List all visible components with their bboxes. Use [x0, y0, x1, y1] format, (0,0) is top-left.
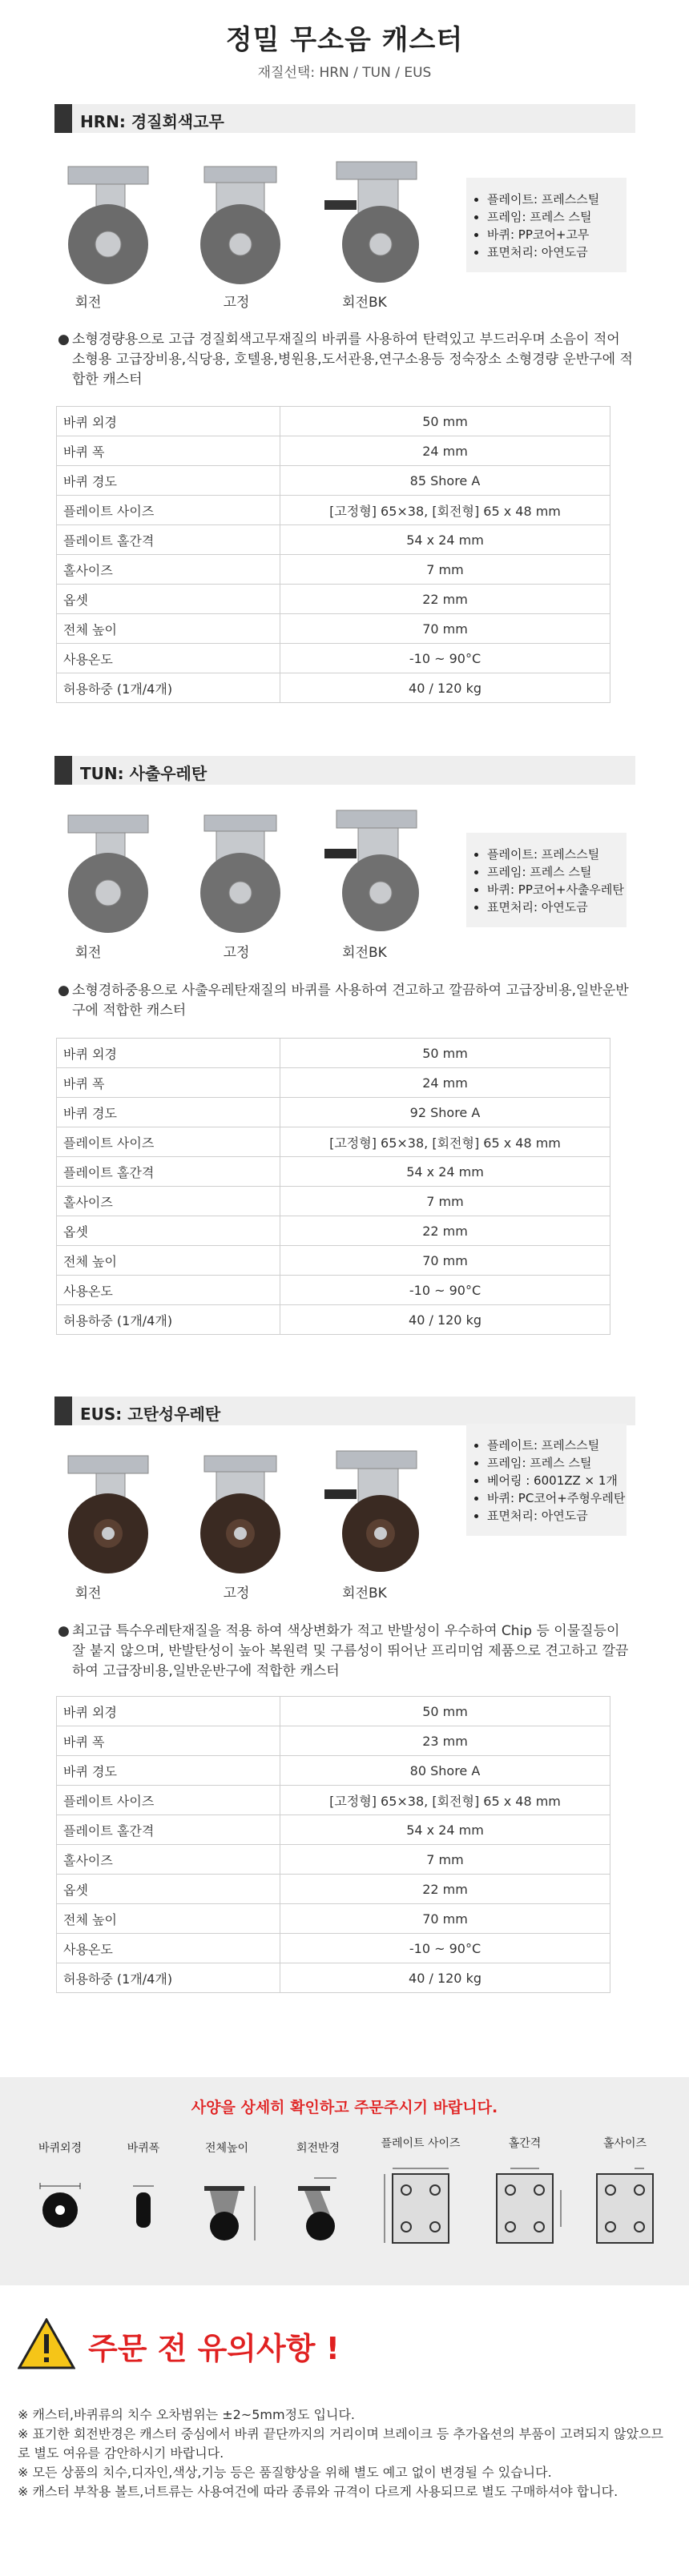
spec-value: 50 mm — [280, 407, 610, 436]
spec-key: 전체 높이 — [57, 1904, 280, 1934]
product-label-swivel: 회전 — [75, 295, 102, 311]
table-row — [57, 1756, 610, 1786]
bullet-icon: ● — [58, 332, 70, 348]
spec-value: 7 mm — [280, 1845, 610, 1875]
table-row — [57, 1246, 610, 1276]
section-marker — [54, 756, 72, 785]
spec-value: [고정형] 65×38, [회전형] 65 x 48 mm — [280, 496, 610, 525]
product-image-eus-rigid — [180, 1441, 300, 1581]
spec-value: 7 mm — [280, 1187, 610, 1216]
table-row — [57, 1786, 610, 1815]
dim-label-hole-size: 홀사이즈 — [602, 2137, 647, 2150]
dim-label-swivel-radius: 회전반경 — [296, 2142, 340, 2155]
section-title-hrn: HRN: 경질회색고무 — [80, 112, 224, 131]
table-row — [57, 1157, 610, 1187]
spec-value: -10 ~ 90°C — [280, 644, 610, 673]
swivel-radius-diagram — [298, 2178, 336, 2240]
spec-value: 40 / 120 kg — [280, 673, 610, 703]
section-header-tun — [54, 756, 635, 785]
note-item: ※ 캐스터 부착용 볼트,너트류는 사용여건에 따라 종류와 규격이 다르게 사용되므로 별도 구매하셔야 합니다. — [18, 2484, 618, 2499]
product-image-hrn-swivel-brake — [316, 152, 437, 292]
spec-key: 바퀴 경도 — [57, 1756, 280, 1786]
product-image-tun-swivel — [48, 801, 168, 941]
spec-item: • 프레임: 프레스 스틸 — [487, 863, 627, 881]
spec-value: 40 / 120 kg — [280, 1305, 610, 1335]
table-row — [57, 1934, 610, 1963]
spec-item: • 표면처리: 아연도금 — [487, 1507, 627, 1525]
section-title-tun: TUN: 사출우레탄 — [80, 764, 208, 783]
spec-item: • 프레임: 프레스 스틸 — [487, 208, 627, 226]
page-subtitle: 재질선택: HRN / TUN / EUS — [257, 65, 432, 81]
table-row — [57, 585, 610, 614]
warning-icon — [18, 2318, 75, 2369]
spec-value: 70 mm — [280, 614, 610, 644]
spec-key: 바퀴 외경 — [57, 407, 280, 436]
product-image-hrn-rigid — [180, 152, 300, 292]
table-row — [57, 1068, 610, 1098]
spec-value: 40 / 120 kg — [280, 1963, 610, 1993]
spec-value: 54 x 24 mm — [280, 525, 610, 555]
spec-key: 옵셋 — [57, 585, 280, 614]
spec-key: 허용하중 (1개/4개) — [57, 673, 280, 703]
spec-value: 54 x 24 mm — [280, 1815, 610, 1845]
dimension-notice: 사양을 상세히 확인하고 주문주시기 바랍니다. — [191, 2099, 498, 2116]
spec-value: 22 mm — [280, 1875, 610, 1904]
table-row — [57, 496, 610, 525]
section-marker — [54, 1397, 72, 1425]
spec-table-hrn — [56, 406, 610, 703]
spec-key: 허용하중 (1개/4개) — [57, 1963, 280, 1993]
spec-value: 70 mm — [280, 1904, 610, 1934]
dim-label-total-height: 전체높이 — [204, 2142, 249, 2155]
spec-key: 홀사이즈 — [57, 1187, 280, 1216]
spec-key: 바퀴 외경 — [57, 1039, 280, 1068]
spec-value: 54 x 24 mm — [280, 1157, 610, 1187]
table-row — [57, 555, 610, 585]
spec-item: • 바퀴: PC코어+주형우레탄 — [487, 1489, 627, 1507]
spec-value: 24 mm — [280, 1068, 610, 1098]
spec-value: 80 Shore A — [280, 1756, 610, 1786]
table-row — [57, 1305, 610, 1335]
section-header-eus — [54, 1397, 635, 1425]
spec-key: 플레이트 홀간격 — [57, 1157, 280, 1187]
spec-key: 홀사이즈 — [57, 1845, 280, 1875]
spec-key: 사용온도 — [57, 1934, 280, 1963]
table-row — [57, 1875, 610, 1904]
spec-item: • 표면처리: 아연도금 — [487, 243, 627, 261]
plate-size-diagram — [385, 2168, 449, 2243]
spec-key: 플레이트 홀간격 — [57, 1815, 280, 1845]
spec-value: 92 Shore A — [280, 1098, 610, 1127]
dim-label-plate-size: 플레이트 사이즈 — [381, 2137, 461, 2150]
page-title: 정밀 무소음 캐스터 — [225, 24, 464, 56]
spec-key: 허용하중 (1개/4개) — [57, 1305, 280, 1335]
spec-value: -10 ~ 90°C — [280, 1276, 610, 1305]
section-marker — [54, 104, 72, 133]
product-image-hrn-swivel — [48, 152, 168, 292]
spec-key: 바퀴 경도 — [57, 1098, 280, 1127]
spec-key: 플레이트 사이즈 — [57, 1127, 280, 1157]
table-row — [57, 1697, 610, 1726]
hole-spacing-diagram — [497, 2168, 561, 2243]
spec-item: • 플레이트: 프레스스틸 — [487, 846, 627, 863]
spec-key: 옵셋 — [57, 1875, 280, 1904]
table-row — [57, 644, 610, 673]
spec-value: 22 mm — [280, 1216, 610, 1246]
description-tun: ● 소형경하중용으로 사출우레탄재질의 바퀴를 사용하여 견고하고 깔끔하여 고급장비용,일반운반구에 적합한 캐스터 — [58, 983, 629, 1019]
table-row — [57, 436, 610, 466]
spec-value: 70 mm — [280, 1246, 610, 1276]
product-label-swivel: 회전 — [75, 945, 102, 961]
material-spec-box-eus — [466, 1424, 627, 1536]
dimension-diagrams — [0, 2162, 689, 2266]
spec-item: • 프레임: 프레스 스틸 — [487, 1454, 627, 1472]
description-eus: ● 최고급 특수우레탄재질을 적용 하여 색상변화가 적고 반발성이 우수하여 Chip 등 이물질등이 잘 붙지 않으며, 반발탄성이 높아 복원력 및 구름성이 뛰어난 프리미엄 제품으로 견고하고 깔끔하여 고급장비용,일반운반구에 적합한 캐스터 — [58, 1623, 629, 1679]
wheel-diameter-diagram — [40, 2183, 80, 2228]
product-label-swivel-brake: 회전BK — [342, 945, 387, 961]
spec-value: 24 mm — [280, 436, 610, 466]
product-image-eus-swivel-brake — [316, 1441, 437, 1581]
section-header-hrn — [54, 104, 635, 133]
product-image-eus-swivel — [48, 1441, 168, 1581]
bullet-icon: ● — [58, 983, 70, 999]
spec-key: 사용온도 — [57, 1276, 280, 1305]
table-row — [57, 466, 610, 496]
table-row — [57, 1187, 610, 1216]
spec-item: • 플레이트: 프레스스틸 — [487, 1437, 627, 1454]
spec-item: • 베어링 : 6001ZZ × 1개 — [487, 1472, 627, 1489]
dim-label-wheel-width: 바퀴폭 — [127, 2142, 160, 2155]
warning-title: 주문 전 유의사항 ! — [88, 2331, 340, 2366]
spec-item: • 표면처리: 아연도금 — [487, 898, 627, 916]
product-image-tun-swivel-brake — [316, 801, 437, 941]
spec-key: 플레이트 홀간격 — [57, 525, 280, 555]
spec-item: • 플레이트: 프레스스틸 — [487, 191, 627, 208]
spec-value: 22 mm — [280, 585, 610, 614]
table-row — [57, 1815, 610, 1845]
total-height-diagram — [204, 2186, 255, 2240]
spec-value: [고정형] 65×38, [회전형] 65 x 48 mm — [280, 1127, 610, 1157]
spec-item: • 바퀴: PP코어+고무 — [487, 226, 627, 243]
bullet-icon: ● — [58, 1623, 70, 1639]
spec-item: • 바퀴: PP코어+사출우레탄 — [487, 881, 627, 898]
product-image-tun-rigid — [180, 801, 300, 941]
spec-value: 50 mm — [280, 1697, 610, 1726]
table-row — [57, 525, 610, 555]
spec-value: 7 mm — [280, 555, 610, 585]
spec-key: 플레이트 사이즈 — [57, 496, 280, 525]
spec-table-eus — [56, 1696, 610, 1993]
spec-key: 바퀴 경도 — [57, 466, 280, 496]
product-label-swivel-brake: 회전BK — [342, 1585, 387, 1601]
product-label-rigid: 고정 — [223, 1585, 250, 1601]
spec-value: [고정형] 65×38, [회전형] 65 x 48 mm — [280, 1786, 610, 1815]
description-hrn: ● 소형경량용으로 고급 경질회색고무재질의 바퀴를 사용하여 탄력있고 부드러우며 소음이 적어 소형용 고급장비용,식당용, 호텔용,병원용,도서관용,연구소용등 정숙장소 소형경량 운반구에 적합한 캐스터 — [58, 332, 633, 388]
spec-key: 옵셋 — [57, 1216, 280, 1246]
spec-key: 바퀴 폭 — [57, 436, 280, 466]
hole-size-diagram — [597, 2168, 653, 2243]
spec-value: -10 ~ 90°C — [280, 1934, 610, 1963]
table-row — [57, 407, 610, 436]
spec-key: 홀사이즈 — [57, 555, 280, 585]
table-row — [57, 614, 610, 644]
table-row — [57, 1098, 610, 1127]
wheel-width-diagram — [133, 2186, 154, 2228]
note-item: ※ 모든 상품의 치수,디자인,색상,기능 등은 품질향상을 위해 별도 예고 없이 변경될 수 있습니다. — [18, 2465, 552, 2480]
table-row — [57, 1216, 610, 1246]
spec-key: 전체 높이 — [57, 614, 280, 644]
spec-key: 플레이트 사이즈 — [57, 1786, 280, 1815]
spec-key: 바퀴 폭 — [57, 1068, 280, 1098]
section-title-eus: EUS: 고탄성우레탄 — [80, 1405, 221, 1424]
product-label-swivel-brake: 회전BK — [342, 295, 387, 311]
spec-key: 바퀴 외경 — [57, 1697, 280, 1726]
table-row — [57, 1127, 610, 1157]
warning-notes — [18, 2405, 675, 2502]
table-row — [57, 1276, 610, 1305]
spec-value: 85 Shore A — [280, 466, 610, 496]
dim-label-wheel-diameter: 바퀴외경 — [38, 2142, 83, 2155]
table-row — [57, 1963, 610, 1993]
spec-table-tun — [56, 1038, 610, 1335]
dim-label-hole-spacing: 홀간격 — [508, 2137, 542, 2150]
note-item: ※ 캐스터,바퀴류의 치수 오차범위는 ±2~5mm정도 입니다. — [18, 2407, 356, 2422]
table-row — [57, 1726, 610, 1756]
product-label-rigid: 고정 — [223, 295, 250, 311]
note-item: ※ 표기한 회전반경은 캐스터 중심에서 바퀴 끝단까지의 거리이며 브레이크 등 추가옵션의 부품이 고려되지 않았으므로 별도 여유를 감안하시기 바랍니다. — [18, 2426, 663, 2461]
product-label-swivel: 회전 — [75, 1585, 102, 1601]
table-row — [57, 673, 610, 703]
spec-key: 전체 높이 — [57, 1246, 280, 1276]
spec-key: 바퀴 폭 — [57, 1726, 280, 1756]
spec-value: 50 mm — [280, 1039, 610, 1068]
table-row — [57, 1039, 610, 1068]
spec-value: 23 mm — [280, 1726, 610, 1756]
material-spec-box-hrn — [466, 178, 627, 272]
spec-key: 사용온도 — [57, 644, 280, 673]
product-label-rigid: 고정 — [223, 945, 250, 961]
table-row — [57, 1904, 610, 1934]
table-row — [57, 1845, 610, 1875]
material-spec-box-tun — [466, 833, 627, 927]
